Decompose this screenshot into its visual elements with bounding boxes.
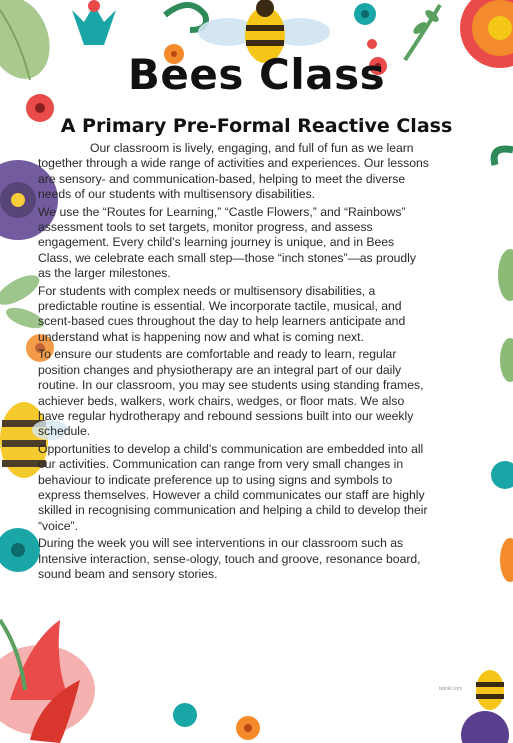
- flower-icon: [173, 703, 260, 740]
- bee-icon: [476, 670, 504, 710]
- paragraph: We use the “Routes for Learning,” “Castle Flowers,” and “Rainbows” assessment tools to set targets, monitor progress, and assess engagement. Every child’s learning journey is unique, and in Bees Class, we celebrate each small step—those “inch stones”—as proudly as the larger milestones.: [38, 204, 416, 281]
- tulip-icon: [72, 0, 116, 45]
- page-title: Bees Class: [127, 50, 386, 99]
- paragraph: For students with complex needs or multisensory disabilities, a predictable routine is essential. We incorporate tactile, musical, and scent-based cues throughout the day to help learners anticipate and understand what is happening now and what is coming next.: [38, 283, 406, 344]
- leaf-icon: [500, 338, 513, 382]
- flower-icon: [0, 620, 95, 743]
- leaf-icon: [165, 5, 206, 30]
- leaf-icon: [498, 249, 513, 301]
- paragraph: Opportunities to develop a child’s communication are embedded into all our activities. Communication can range from very small changes in behaviour to indicate preference up to using signs and symbols to express themselves. However a child communicates our staff are highly skilled in recognising communication and helping a child to develop their “voice”.: [38, 441, 428, 533]
- flower-icon: [0, 528, 40, 572]
- leaf-icon: [494, 149, 513, 165]
- paragraph: To ensure our students are comfortable and ready to learn, regular position changes and physiotherapy are an integral part of our daily routine. In our classroom, you may see students using standing frames, achiever beds, walkers, work chairs, wedges, or floor mats. We also have regular hydrotherapy and rebound sessions built into our weekly schedule.: [38, 347, 424, 439]
- page-subtitle: A Primary Pre-Formal Reactive Class: [60, 115, 453, 137]
- flower-icon: [491, 461, 513, 489]
- flower-icon: [500, 538, 513, 582]
- watermark: twinkl.com: [439, 686, 463, 692]
- paragraph: Our classroom is lively, engaging, and full of fun as we learn together through a wide range of activities and experiences. Our lessons are sensory- and communication-based, helping to meet the diverse needs of our students with multisensory disabilities.: [38, 141, 429, 202]
- flower-icon: [461, 711, 509, 743]
- paragraph: During the week you will see interventions in our classroom such as Intensive interaction, sense-ology, touch and groove, resonance board, sound beam and sensory stories.: [38, 536, 421, 581]
- article-body: [38, 141, 430, 584]
